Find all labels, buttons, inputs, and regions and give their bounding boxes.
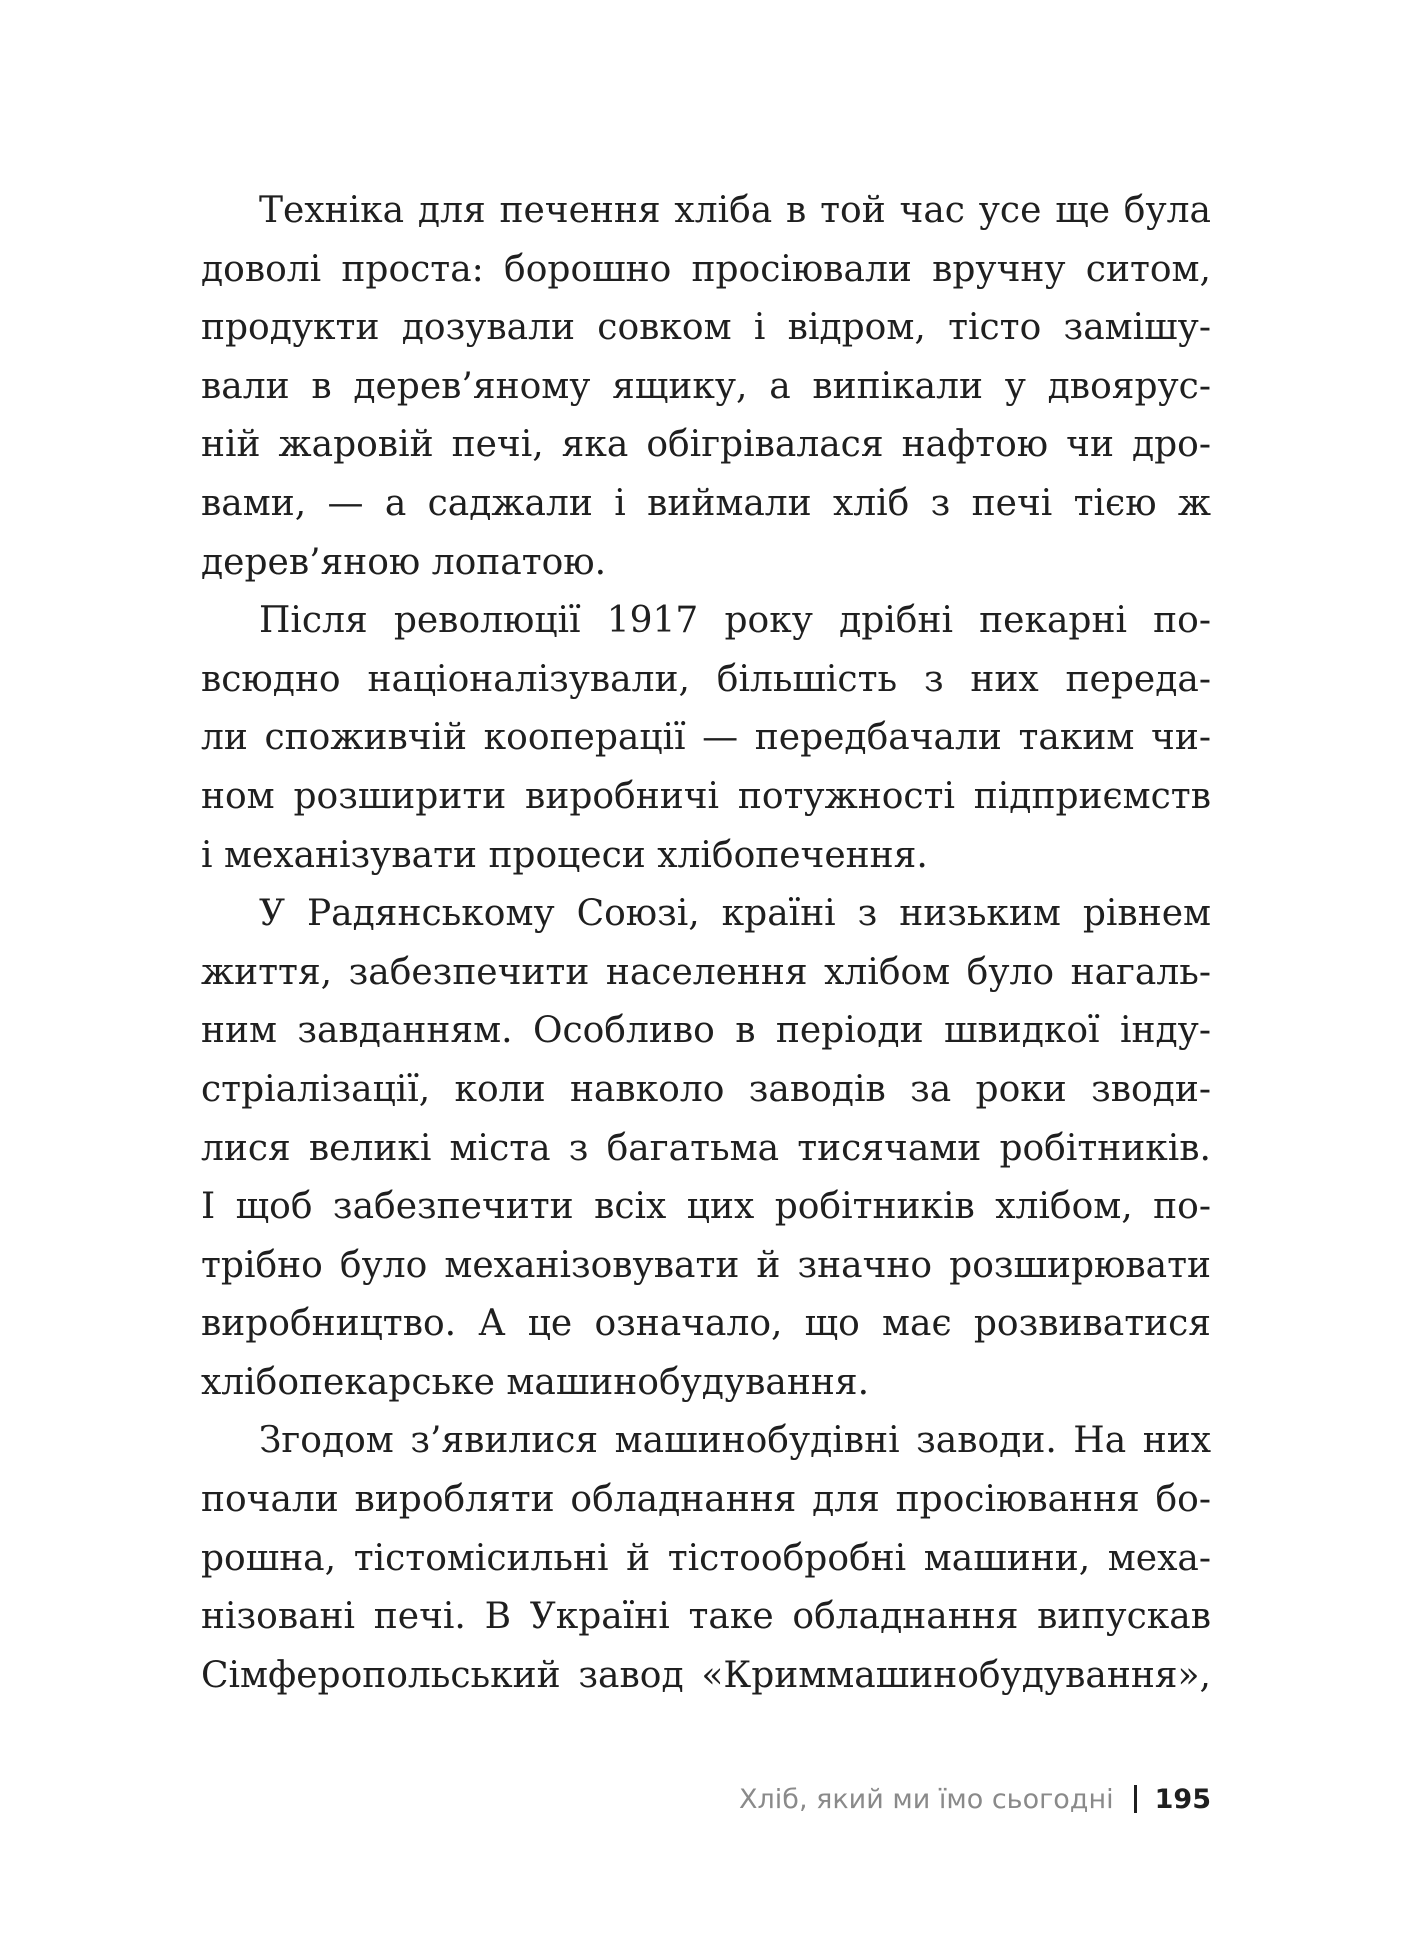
text-line: всюдно націоналізували, більшість з них переда-: [201, 658, 1211, 700]
text-line: Сімферопольський завод «Криммашинобудування»,: [201, 1654, 1211, 1696]
text-line: ном розширити виробничі потужності підприємств: [201, 775, 1211, 817]
paragraph-2: [201, 592, 1211, 885]
text-line: стріалізації, коли навколо заводів за роки зводи-: [201, 1068, 1211, 1110]
text-line: і механізувати процеси хлібопечення.: [201, 834, 928, 876]
text-line: почали виробляти обладнання для просіювання бо-: [201, 1479, 1211, 1521]
text-line: лися великі міста з багатьма тисячами робітників.: [201, 1127, 1211, 1169]
text-line: І щоб забезпечити всіх цих робітників хлібом, по-: [201, 1186, 1211, 1228]
text-line: Після революції 1917 року дрібні пекарні по-: [259, 600, 1211, 642]
text-line: У Радянському Союзі, країні з низьким рівнем: [259, 893, 1211, 935]
text-line: дерев’яною лопатою.: [201, 541, 607, 583]
text-line: Техніка для печення хліба в той час усе ще була: [259, 190, 1211, 231]
text-line: продукти дозували совком і відром, тісто замішу-: [201, 307, 1211, 349]
text-line: рошна, тістомісильні й тістообробні машини, меха-: [201, 1537, 1211, 1579]
paragraph-1: [201, 182, 1211, 592]
text-line: хлібопекарське машинобудування.: [201, 1361, 870, 1403]
paragraph-4: [201, 1412, 1211, 1705]
text-line: Згодом з’явилися машинобудівні заводи. На них: [259, 1420, 1211, 1462]
body-text: [201, 182, 1211, 1705]
text-line: трібно було механізовувати й значно розширювати: [201, 1244, 1211, 1286]
page-number: 195: [1154, 1783, 1211, 1815]
text-line: виробництво. А це означало, що має розвиватися: [201, 1303, 1211, 1345]
text-line: життя, забезпечити населення хлібом було нагаль-: [201, 951, 1211, 993]
text-line: вами, — а саджали і виймали хліб з печі тією ж: [201, 482, 1211, 524]
text-line: ній жаровій печі, яка обігрівалася нафтою чи дро-: [201, 424, 1211, 466]
text-line: доволі проста: борошно просіювали вручну ситом,: [201, 248, 1211, 290]
book-title: Хліб, який ми їмо сьогодні: [739, 1783, 1114, 1815]
text-line: ним завданням. Особливо в періоди швидкої інду-: [201, 1010, 1211, 1052]
paragraph-3: [201, 885, 1211, 1412]
footer-divider: [1134, 1785, 1137, 1813]
running-footer: [739, 1779, 1211, 1819]
text-line: ли споживчій кооперації — передбачали таким чи-: [201, 717, 1211, 759]
text-line: нізовані печі. В Україні таке обладнання випускав: [201, 1596, 1211, 1638]
text-line: вали в дерев’яному ящику, а випікали у двоярус-: [201, 365, 1211, 407]
